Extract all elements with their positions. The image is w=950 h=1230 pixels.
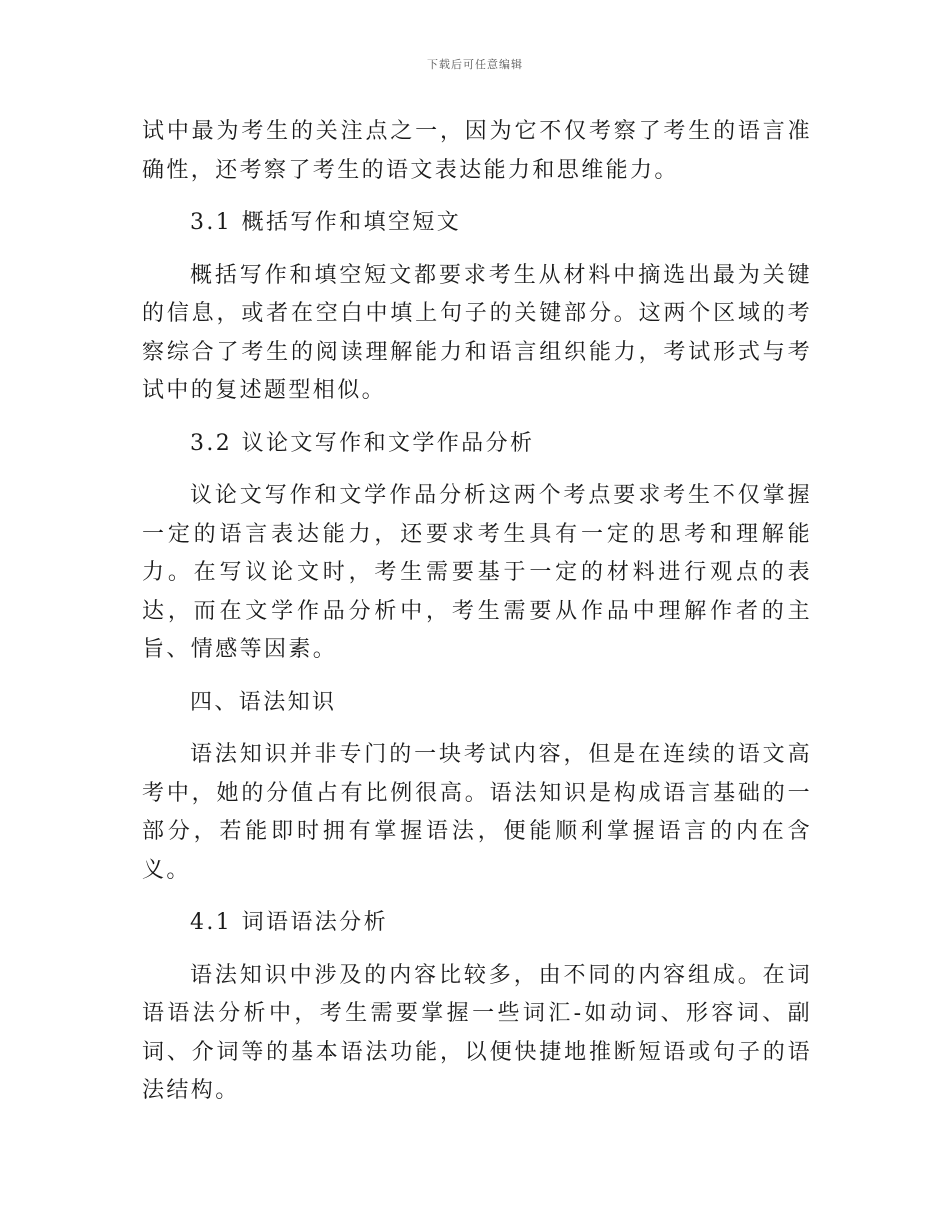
section-heading-4: 四、语法知识	[190, 689, 337, 715]
document-body	[142, 113, 812, 1111]
section-heading-3-2: 3.2 议论文写作和文学作品分析	[190, 430, 535, 456]
paragraph-4: 语法知识并非专门的一块考试内容，但是在连续的语文高考中，她的分值占有比例很高。语法知识是构成语言基础的一部分，若能即时拥有掌握语法，便能顺利掌握语言的内在含义。	[142, 742, 812, 883]
paragraph-3-2: 议论文写作和文学作品分析这两个考点要求考生不仅掌握一定的语言表达能力，还要求考生具有一定的思考和理解能力。在写议论文时，考生需要基于一定的材料进行观点的表达，而在文学作品分析中，考生需要从作品中理解作者的主旨、情感等因素。	[142, 483, 812, 662]
section-heading-3-1: 3.1 概括写作和填空短文	[190, 210, 462, 235]
paragraph-continued: 试中最为考生的关注点之一，因为它不仅考察了考生的语言准确性，还考察了考生的语文表达能力和思维能力。	[142, 119, 812, 183]
page-header: 下载后可任意编辑	[427, 58, 523, 71]
paragraph-3-1: 概括写作和填空短文都要求考生从材料中摘选出最为关键的信息，或者在空白中填上句子的关键部分。这两个区域的考察综合了考生的阅读理解能力和语言组织能力，考试形式与考试中的复述题型相似。	[142, 262, 812, 403]
section-heading-4-1: 4.1 词语语法分析	[190, 910, 388, 935]
paragraph-4-1: 语法知识中涉及的内容比较多，由不同的内容组成。在词语语法分析中，考生需要掌握一些词汇-如动词、形容词、副词、介词等的基本语法功能，以便快捷地推断短语或句子的语法结构。	[142, 962, 812, 1103]
